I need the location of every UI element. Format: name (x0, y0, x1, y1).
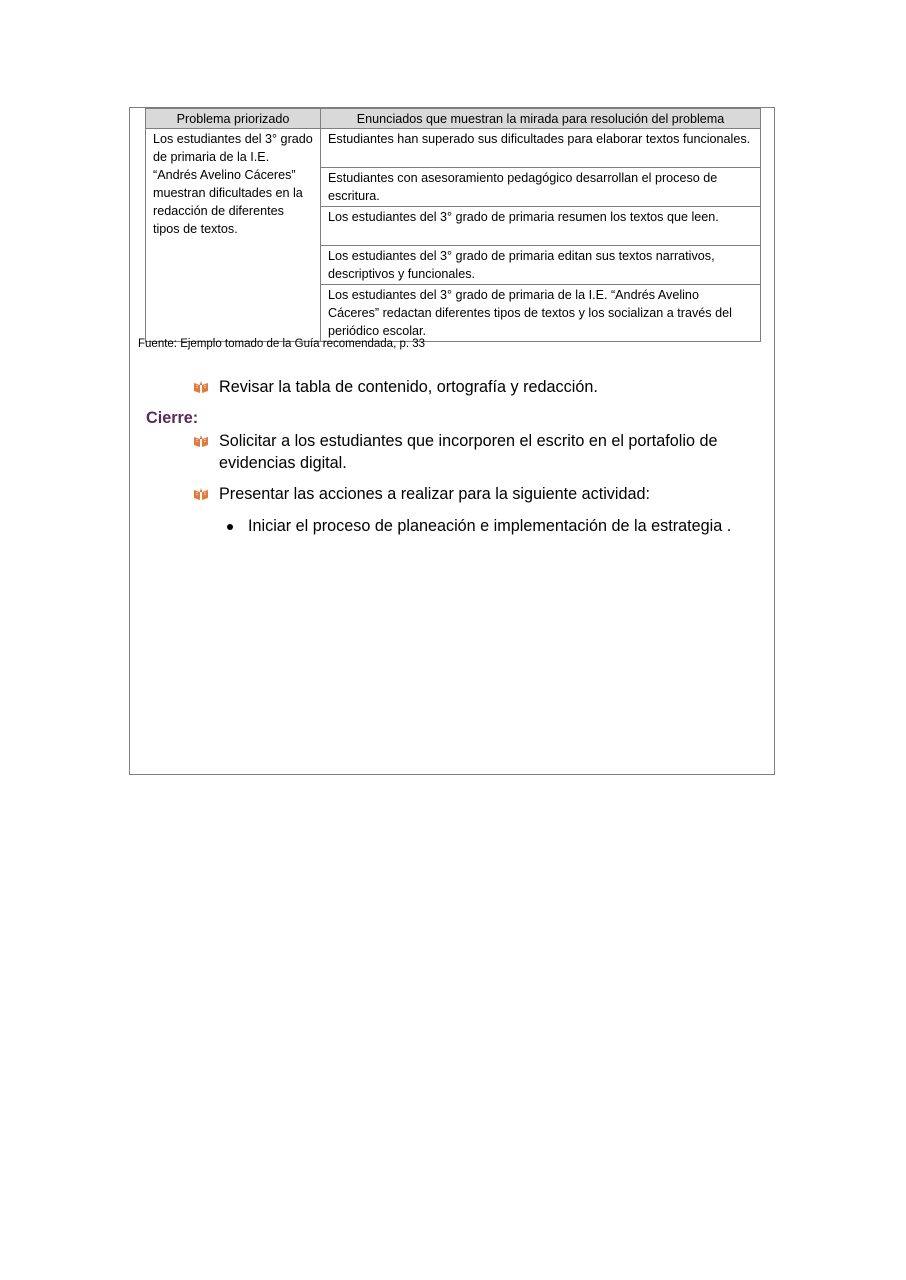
problem-table (145, 108, 761, 342)
bullet-request-text: Solicitar a los estudiantes que incorporen el escrito en el portafolio de evidencias digital. (219, 432, 718, 472)
statement-cell: Los estudiantes del 3° grado de primaria resumen los textos que leen. (321, 207, 761, 246)
book-bullet-icon (193, 487, 209, 501)
table-row (146, 129, 761, 168)
closing-heading: Cierre: (146, 409, 199, 427)
statement-cell: Estudiantes han superado sus dificultades para elaborar textos funcionales. (321, 129, 761, 168)
book-bullet-icon (193, 434, 209, 448)
header-problem: Problema priorizado (146, 109, 321, 129)
book-bullet-icon (193, 380, 209, 394)
sub-bullet-item (227, 515, 731, 537)
header-statements: Enunciados que muestran la mirada para resolución del problema (321, 109, 761, 129)
bullet-review-text: Revisar la tabla de contenido, ortografía y redacción. (219, 378, 598, 396)
bullet-request (193, 430, 759, 474)
statement-cell: Estudiantes con asesoramiento pedagógico desarrollan el proceso de escritura. (321, 168, 761, 207)
table-header-row (146, 109, 761, 129)
bullet-present-text: Presentar las acciones a realizar para la siguiente actividad: (219, 485, 651, 503)
bullet-review (193, 376, 759, 398)
bullet-dot-icon (227, 524, 233, 530)
source-note: Fuente: Ejemplo tomado de la Guía recomendada, p. 33 (138, 338, 426, 350)
sub-bullet-text: Iniciar el proceso de planeación e implementación de la estrategia . (248, 517, 732, 535)
statement-cell: Los estudiantes del 3° grado de primaria editan sus textos narrativos, descriptivos y funcionales. (321, 246, 761, 285)
bullet-present (193, 483, 759, 505)
problem-cell: Los estudiantes del 3° grado de primaria de la I.E. “Andrés Avelino Cáceres” muestran dificultades en la redacción de diferentes tipos de textos. (146, 129, 321, 342)
statement-cell: Los estudiantes del 3° grado de primaria de la I.E. “Andrés Avelino Cáceres” redactan diferentes tipos de textos y los socializan a través del periódico escolar. (321, 285, 761, 342)
